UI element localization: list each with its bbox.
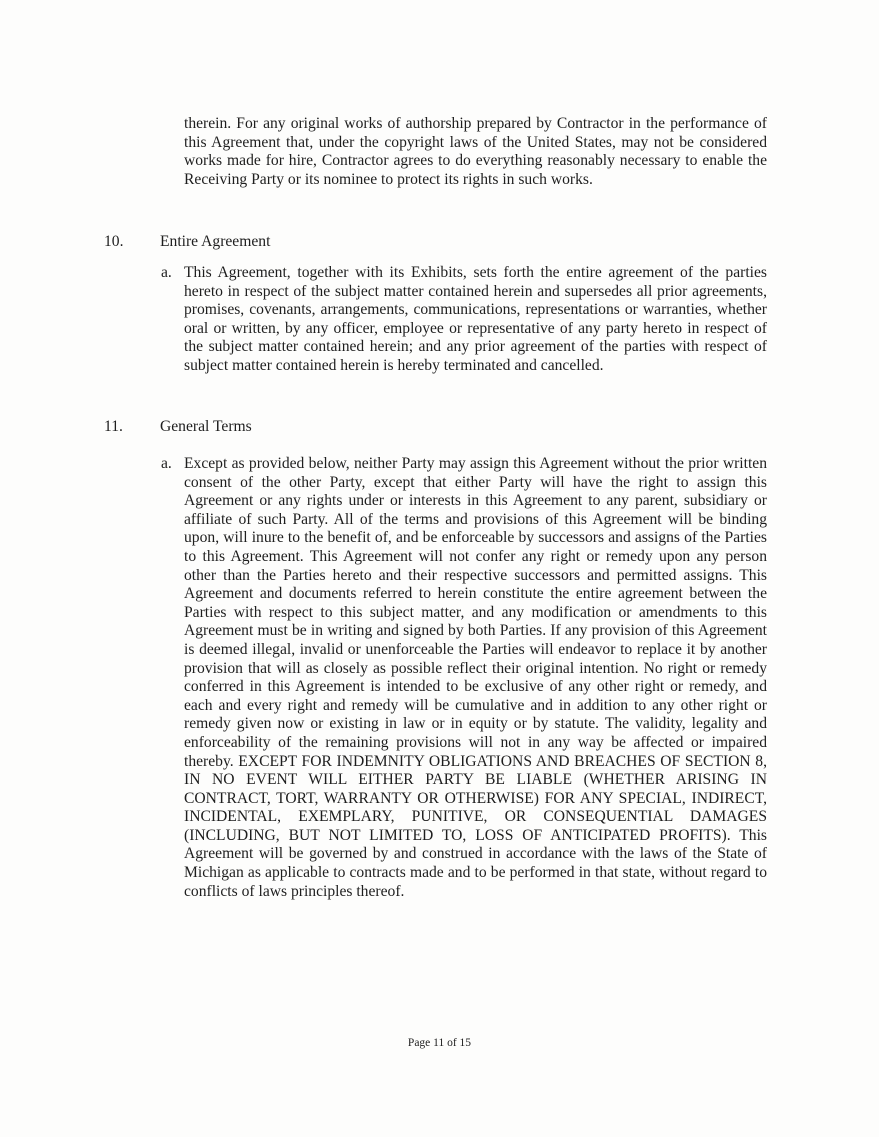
page-footer (0, 1034, 879, 1053)
item-letter: a. (161, 455, 172, 472)
item-text: Except as provided below, neither Party may assign this Agreement without the prior written consent of the other Party, except that either Party will have the right to assign this Agreement or any rights under or interests in this Agreement to any parent, subsidiary or affiliate of such Party. All of the terms and provisions of this Agreement will be binding upon, will inure to the benefit of, and be enforceable by successors and assigns of the Parties to this Agreement. This Agreement will not confer any right or remedy upon any person other than the Parties hereto and their respective successors and permitted assigns. This Agreement and documents referred to herein constitute the entire agreement between the Parties with respect to this subject matter, and any modification or amendments to this Agreement must be in writing and signed by both Parties. If any provision of this Agreement is deemed illegal, invalid or unenforceable the Parties will endeavor to replace it by another provision that will as closely as possible reflect their original intention. No right or remedy conferred in this Agreement is intended to be exclusive of any other right or remedy, and each and every right and remedy will be cumulative and in addition to any other right or remedy given now or existing in law or in equity or by statute. The validity, legality and enforceability of the remaining provisions will not in any way be affected or impaired thereby. EXCEPT FOR INDEMNITY OBLIGATIONS AND BREACHES OF SECTION 8, IN NO EVENT WILL EITHER PARTY BE LIABLE (WHETHER ARISING IN CONTRACT, TORT, WARRANTY OR OTHERWISE) FOR ANY SPECIAL, INDIRECT, INCIDENTAL, EXEMPLARY, PUNITIVE, OR CONSEQUENTIAL DAMAGES (INCLUDING, BUT NOT LIMITED TO, LOSS OF ANTICIPATED PROFITS). This Agreement will be governed by and construed in accordance with the laws of the State of Michigan as applicable to contracts made and to be performed in that state, without regard to conflicts of laws principles thereof. (184, 455, 767, 900)
intro-paragraph: therein. For any original works of authorship prepared by Contractor in the performance of this Agreement that, under the copyright laws of the United States, may not be considered works made for hire, Contractor agrees to do everything reasonably necessary to enable the Receiving Party or its nominee to protect its rights in such works. (184, 115, 767, 188)
item-text: This Agreement, together with its Exhibits, sets forth the entire agreement of the parties hereto in respect of the subject matter contained herein and supersedes all prior agreements, promises, covenants, arrangements, communications, representations or warranties, whether oral or written, by any officer, employee or representative of any party hereto in respect of the subject matter contained herein; and any prior agreement of the parties with respect of subject matter contained herein is hereby terminated and cancelled. (184, 264, 767, 374)
section-title: Entire Agreement (160, 233, 271, 250)
section-number: 10. (104, 233, 124, 250)
section-10-item-a (161, 264, 767, 376)
page-number: Page 11 of 15 (407, 1037, 472, 1049)
section-heading-general-terms (104, 418, 252, 437)
section-title: General Terms (160, 418, 252, 435)
section-number: 11. (104, 418, 123, 435)
section-11-item-a (161, 455, 767, 901)
section-heading-entire-agreement (104, 233, 270, 252)
item-letter: a. (161, 264, 172, 281)
